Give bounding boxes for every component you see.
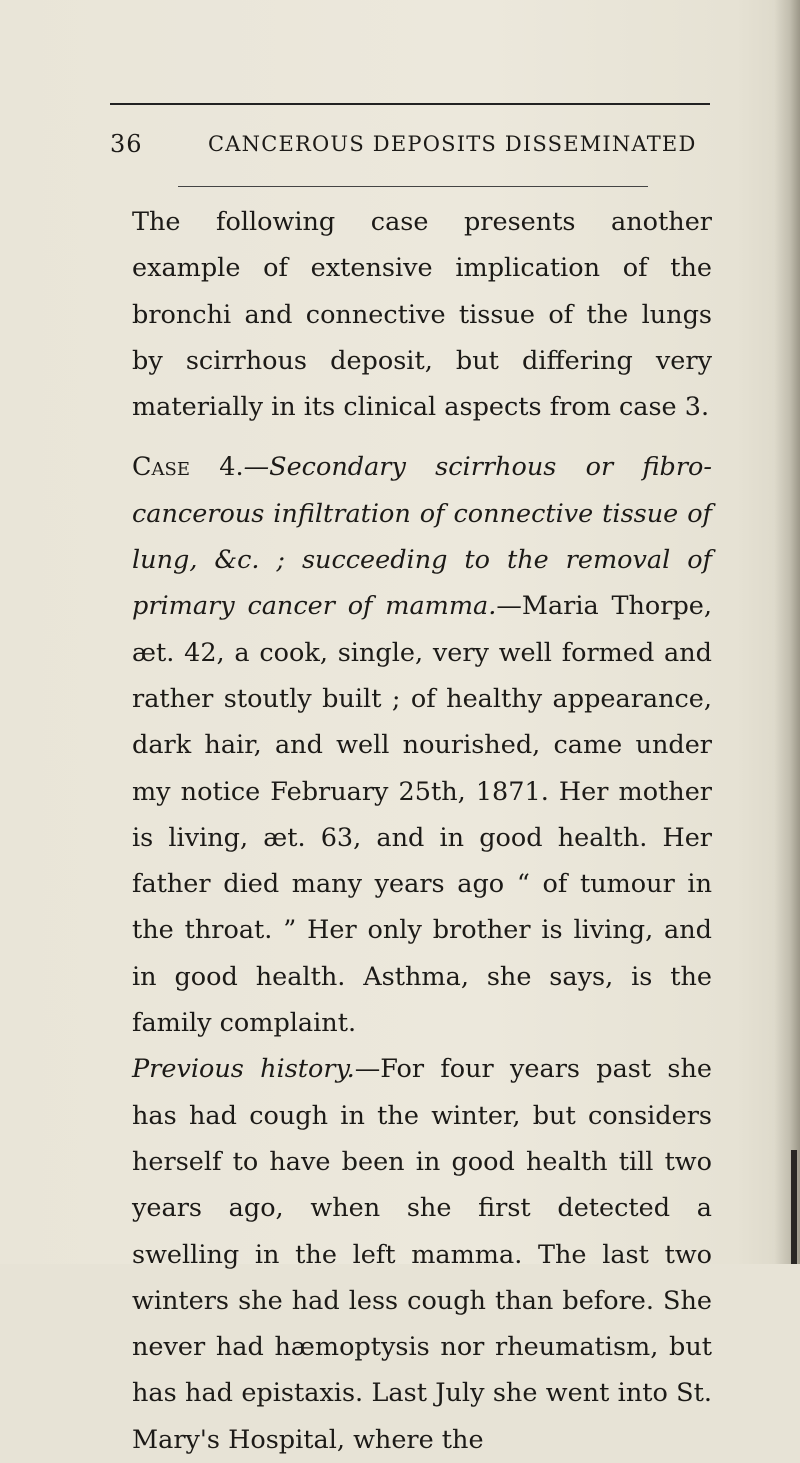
case-label: Case 4. <box>132 452 244 483</box>
paragraph-intro: The following case presents another example of extensive implication of the bronchi and connective tissue of the lungs by scirrhous deposit, but differing very materially in its clinical aspects from case 3. <box>132 207 712 423</box>
running-head: CANCEROUS DEPOSITS DISSEMINATED <box>208 132 697 156</box>
page-number: 36 <box>110 130 143 158</box>
body-text <box>110 199 712 1463</box>
page-header <box>110 130 710 170</box>
case-text: —Maria Thorpe, æt. 42, a cook, single, very well formed and rather stoutly built ; of healthy appearance, dark hair, and well nourished, came under my notice February 25th, 1871. Her mother is living, æt. 63, and in good health. Her father died many years ago “ of tumour in the throat. ” Her only brother is living, and in good health. Asthma, she says, is the family complaint. <box>132 591 712 1039</box>
page-edge-shadow <box>774 0 800 1264</box>
page-edge-mark <box>791 1150 797 1264</box>
header-rule <box>178 186 648 187</box>
history-text: —For four years past she has had cough in the winter, but considers herself to have been in good health till two years ago, when she first detected a swelling in the left mamma. The last two winters she had less cough than before. She never had hæmoptysis nor rheumatism, but has had epistaxis. Last July she went into St. Mary's Hospital, where the <box>132 1054 712 1455</box>
history-label: Previous history. <box>132 1054 355 1085</box>
case-title: —Secondary scirrhous or fibro-cancerous infiltration of connective tissue of lung, &c. ; succeeding to the removal of primary cancer of mamma. <box>132 452 712 622</box>
paragraph-case <box>110 444 712 1046</box>
top-rule <box>110 103 710 105</box>
paragraph-history <box>110 1046 712 1463</box>
